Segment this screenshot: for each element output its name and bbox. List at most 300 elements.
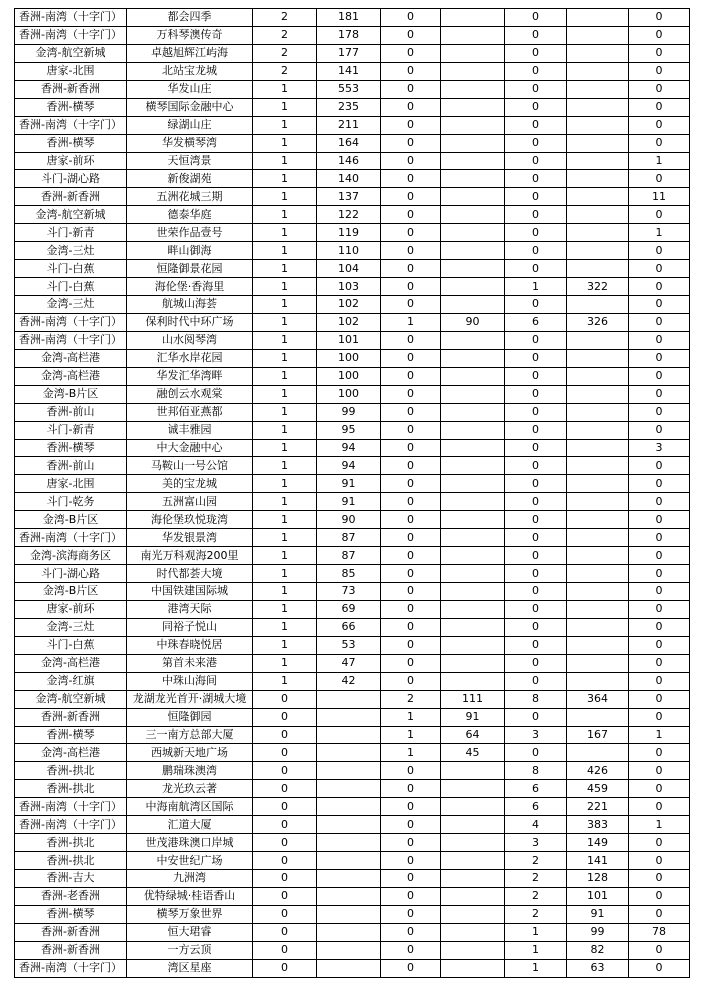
- cell-district: 金湾-高栏港: [15, 349, 127, 367]
- cell-units-col2: 1: [381, 313, 441, 331]
- cell-units-col1: 1: [253, 511, 317, 529]
- cell-project: 恒大珺睿: [127, 923, 253, 941]
- cell-area-col1: [317, 959, 381, 977]
- cell-project: 港湾天际: [127, 600, 253, 618]
- cell-district: 金湾-三灶: [15, 296, 127, 314]
- cell-units-col3: 0: [505, 475, 567, 493]
- cell-units-col3: 2: [505, 905, 567, 923]
- cell-district: 香洲-横琴: [15, 726, 127, 744]
- cell-area-col2: [441, 439, 505, 457]
- cell-area-col3: 459: [567, 780, 629, 798]
- cell-project: 融创云水观棠: [127, 385, 253, 403]
- table-row: [15, 457, 690, 475]
- cell-district: 香洲-前山: [15, 403, 127, 421]
- cell-area-col2: [441, 296, 505, 314]
- cell-count-col4: 0: [629, 780, 690, 798]
- cell-area-col2: [441, 188, 505, 206]
- cell-area-col2: [441, 475, 505, 493]
- cell-count-col4: 0: [629, 26, 690, 44]
- cell-project: 华发银景湾: [127, 529, 253, 547]
- cell-units-col1: 1: [253, 529, 317, 547]
- cell-units-col1: 1: [253, 457, 317, 475]
- cell-area-col1: [317, 762, 381, 780]
- cell-units-col3: 0: [505, 188, 567, 206]
- cell-area-col2: [441, 403, 505, 421]
- cell-area-col3: 82: [567, 941, 629, 959]
- cell-area-col2: 111: [441, 690, 505, 708]
- cell-district: 香洲-老香洲: [15, 887, 127, 905]
- cell-area-col3: [567, 224, 629, 242]
- cell-count-col4: 0: [629, 672, 690, 690]
- cell-count-col4: 0: [629, 313, 690, 331]
- cell-units-col2: 1: [381, 726, 441, 744]
- cell-area-col2: [441, 349, 505, 367]
- cell-count-col4: 0: [629, 708, 690, 726]
- cell-count-col4: 78: [629, 923, 690, 941]
- cell-units-col1: 0: [253, 816, 317, 834]
- cell-area-col1: 211: [317, 116, 381, 134]
- cell-project: 恒隆御景花园: [127, 260, 253, 278]
- cell-units-col2: 0: [381, 905, 441, 923]
- table-row: [15, 331, 690, 349]
- cell-area-col3: 426: [567, 762, 629, 780]
- cell-units-col1: 0: [253, 887, 317, 905]
- cell-units-col2: 0: [381, 457, 441, 475]
- cell-units-col3: 0: [505, 80, 567, 98]
- table-row: [15, 654, 690, 672]
- cell-count-col4: 0: [629, 636, 690, 654]
- cell-area-col1: 140: [317, 170, 381, 188]
- cell-units-col3: 0: [505, 367, 567, 385]
- cell-count-col4: 0: [629, 475, 690, 493]
- cell-area-col2: 90: [441, 313, 505, 331]
- table-row: [15, 547, 690, 565]
- cell-area-col3: [567, 206, 629, 224]
- cell-district: 金湾-航空新城: [15, 206, 127, 224]
- cell-area-col3: [567, 618, 629, 636]
- table-row: [15, 816, 690, 834]
- cell-project: 中海南航湾区国际: [127, 798, 253, 816]
- cell-units-col1: 1: [253, 98, 317, 116]
- table-row: [15, 80, 690, 98]
- cell-area-col1: 95: [317, 421, 381, 439]
- table-row: [15, 170, 690, 188]
- cell-units-col1: 0: [253, 762, 317, 780]
- cell-area-col3: 326: [567, 313, 629, 331]
- cell-project: 航城山海荟: [127, 296, 253, 314]
- cell-count-col4: 0: [629, 798, 690, 816]
- cell-count-col4: 0: [629, 260, 690, 278]
- cell-units-col1: 1: [253, 349, 317, 367]
- table-row: [15, 672, 690, 690]
- cell-count-col4: 0: [629, 9, 690, 27]
- cell-count-col4: 0: [629, 80, 690, 98]
- cell-project: 横琴国际金融中心: [127, 98, 253, 116]
- cell-units-col2: 0: [381, 600, 441, 618]
- cell-area-col2: [441, 547, 505, 565]
- cell-project: 三一南方总部大厦: [127, 726, 253, 744]
- cell-area-col2: [441, 852, 505, 870]
- cell-area-col3: [567, 349, 629, 367]
- cell-units-col3: 0: [505, 636, 567, 654]
- cell-district: 斗门-新青: [15, 224, 127, 242]
- cell-units-col2: 0: [381, 331, 441, 349]
- cell-units-col3: 0: [505, 331, 567, 349]
- cell-area-col2: [441, 385, 505, 403]
- cell-units-col2: 0: [381, 511, 441, 529]
- cell-units-col1: 1: [253, 170, 317, 188]
- table-row: [15, 349, 690, 367]
- cell-area-col2: [441, 654, 505, 672]
- cell-units-col2: 0: [381, 278, 441, 296]
- cell-area-col3: [567, 98, 629, 116]
- cell-area-col1: 47: [317, 654, 381, 672]
- cell-count-col4: 0: [629, 852, 690, 870]
- cell-units-col3: 0: [505, 296, 567, 314]
- cell-units-col2: 0: [381, 941, 441, 959]
- cell-units-col2: 0: [381, 403, 441, 421]
- cell-area-col3: [567, 403, 629, 421]
- cell-district: 唐家-前环: [15, 600, 127, 618]
- table-row: [15, 296, 690, 314]
- cell-units-col2: 0: [381, 152, 441, 170]
- cell-district: 唐家-前环: [15, 152, 127, 170]
- cell-project: 五洲花城三期: [127, 188, 253, 206]
- cell-units-col1: 1: [253, 152, 317, 170]
- cell-count-col4: 0: [629, 618, 690, 636]
- cell-area-col1: 94: [317, 439, 381, 457]
- cell-units-col1: 2: [253, 26, 317, 44]
- cell-units-col1: 1: [253, 296, 317, 314]
- cell-district: 金湾-航空新城: [15, 44, 127, 62]
- cell-units-col3: 8: [505, 690, 567, 708]
- cell-district: 斗门-白蕉: [15, 636, 127, 654]
- cell-area-col3: [567, 565, 629, 583]
- cell-count-col4: 0: [629, 744, 690, 762]
- cell-units-col2: 0: [381, 852, 441, 870]
- cell-district: 金湾-航空新城: [15, 690, 127, 708]
- cell-units-col3: 0: [505, 170, 567, 188]
- cell-project: 德泰华庭: [127, 206, 253, 224]
- cell-count-col4: 0: [629, 242, 690, 260]
- cell-units-col2: 0: [381, 349, 441, 367]
- table-row: [15, 98, 690, 116]
- cell-district: 金湾-高栏港: [15, 744, 127, 762]
- cell-units-col1: 1: [253, 618, 317, 636]
- cell-units-col3: 0: [505, 493, 567, 511]
- table-row: [15, 152, 690, 170]
- cell-area-col1: [317, 690, 381, 708]
- cell-district: 香洲-拱北: [15, 834, 127, 852]
- cell-district: 香洲-吉大: [15, 870, 127, 888]
- cell-area-col1: 100: [317, 385, 381, 403]
- cell-district: 斗门-白蕉: [15, 260, 127, 278]
- cell-units-col2: 0: [381, 421, 441, 439]
- cell-district: 香洲-前山: [15, 457, 127, 475]
- cell-project: 一方云顶: [127, 941, 253, 959]
- cell-units-col1: 1: [253, 600, 317, 618]
- cell-project: 龙湖龙光首开·湖城大境: [127, 690, 253, 708]
- cell-area-col1: 100: [317, 349, 381, 367]
- sales-table: [14, 8, 690, 978]
- cell-units-col3: 6: [505, 798, 567, 816]
- cell-district: 唐家-北围: [15, 475, 127, 493]
- cell-units-col3: 2: [505, 887, 567, 905]
- cell-area-col3: [567, 62, 629, 80]
- cell-units-col2: 0: [381, 367, 441, 385]
- cell-project: 北站宝龙城: [127, 62, 253, 80]
- cell-units-col2: 0: [381, 923, 441, 941]
- cell-project: 湾区星座: [127, 959, 253, 977]
- cell-units-col1: 1: [253, 475, 317, 493]
- cell-district: 斗门-湖心路: [15, 565, 127, 583]
- cell-units-col3: 0: [505, 349, 567, 367]
- cell-area-col3: [567, 296, 629, 314]
- table-row: [15, 690, 690, 708]
- table-row: [15, 475, 690, 493]
- table-row: [15, 278, 690, 296]
- cell-units-col1: 1: [253, 583, 317, 601]
- cell-units-col3: 0: [505, 547, 567, 565]
- cell-area-col3: [567, 44, 629, 62]
- cell-district: 唐家-北围: [15, 62, 127, 80]
- cell-units-col1: 2: [253, 44, 317, 62]
- cell-units-col2: 0: [381, 260, 441, 278]
- cell-area-col3: 322: [567, 278, 629, 296]
- cell-units-col2: 0: [381, 224, 441, 242]
- cell-area-col1: 164: [317, 134, 381, 152]
- table-row: [15, 116, 690, 134]
- cell-units-col3: 0: [505, 457, 567, 475]
- cell-district: 香洲-南湾（十字门）: [15, 116, 127, 134]
- cell-area-col2: [441, 870, 505, 888]
- cell-district: 香洲-南湾（十字门）: [15, 26, 127, 44]
- cell-units-col1: 0: [253, 834, 317, 852]
- cell-count-col4: 0: [629, 296, 690, 314]
- cell-units-col3: 0: [505, 116, 567, 134]
- table-row: [15, 9, 690, 27]
- cell-units-col1: 2: [253, 9, 317, 27]
- cell-units-col1: 0: [253, 852, 317, 870]
- table-row: [15, 618, 690, 636]
- cell-units-col1: 1: [253, 206, 317, 224]
- cell-units-col1: 1: [253, 260, 317, 278]
- cell-units-col3: 0: [505, 529, 567, 547]
- cell-units-col3: 0: [505, 403, 567, 421]
- table-row: [15, 242, 690, 260]
- cell-district: 金湾-红旗: [15, 672, 127, 690]
- cell-area-col3: [567, 583, 629, 601]
- cell-area-col3: [567, 708, 629, 726]
- cell-area-col2: [441, 887, 505, 905]
- cell-project: 优特绿城·桂语香山: [127, 887, 253, 905]
- cell-district: 香洲-南湾（十字门）: [15, 313, 127, 331]
- cell-area-col2: 91: [441, 708, 505, 726]
- cell-area-col3: 141: [567, 852, 629, 870]
- cell-area-col1: 42: [317, 672, 381, 690]
- cell-units-col3: 0: [505, 421, 567, 439]
- cell-count-col4: 0: [629, 134, 690, 152]
- cell-district: 金湾-高栏港: [15, 367, 127, 385]
- cell-units-col2: 0: [381, 762, 441, 780]
- table-row: [15, 708, 690, 726]
- cell-area-col1: [317, 870, 381, 888]
- cell-units-col1: 1: [253, 636, 317, 654]
- cell-area-col2: 64: [441, 726, 505, 744]
- cell-count-col4: 0: [629, 565, 690, 583]
- cell-count-col4: 1: [629, 224, 690, 242]
- cell-district: 金湾-三灶: [15, 618, 127, 636]
- table-row: [15, 798, 690, 816]
- table-row: [15, 44, 690, 62]
- cell-project: 天恒湾景: [127, 152, 253, 170]
- cell-project: 第首未来港: [127, 654, 253, 672]
- cell-area-col3: [567, 529, 629, 547]
- cell-area-col2: [441, 905, 505, 923]
- cell-units-col2: 0: [381, 618, 441, 636]
- cell-units-col3: 2: [505, 870, 567, 888]
- cell-units-col2: 0: [381, 870, 441, 888]
- cell-project: 西城新天地广场: [127, 744, 253, 762]
- table-row: [15, 134, 690, 152]
- cell-units-col1: 0: [253, 744, 317, 762]
- cell-area-col1: [317, 941, 381, 959]
- cell-project: 同裕子悦山: [127, 618, 253, 636]
- cell-district: 金湾-滨海商务区: [15, 547, 127, 565]
- cell-count-col4: 0: [629, 421, 690, 439]
- cell-units-col2: 0: [381, 62, 441, 80]
- cell-area-col3: [567, 511, 629, 529]
- cell-area-col2: [441, 923, 505, 941]
- table-row: [15, 941, 690, 959]
- cell-units-col3: 6: [505, 780, 567, 798]
- table-row: [15, 583, 690, 601]
- cell-count-col4: 0: [629, 959, 690, 977]
- cell-project: 鹏瑞珠澳湾: [127, 762, 253, 780]
- cell-units-col1: 2: [253, 62, 317, 80]
- cell-area-col2: [441, 367, 505, 385]
- cell-district: 香洲-横琴: [15, 134, 127, 152]
- table-row: [15, 780, 690, 798]
- table-row: [15, 600, 690, 618]
- cell-area-col2: [441, 80, 505, 98]
- cell-area-col1: 103: [317, 278, 381, 296]
- cell-area-col1: [317, 923, 381, 941]
- cell-area-col1: [317, 780, 381, 798]
- cell-units-col3: 0: [505, 9, 567, 27]
- cell-count-col4: 0: [629, 762, 690, 780]
- cell-count-col4: 1: [629, 816, 690, 834]
- cell-area-col3: [567, 80, 629, 98]
- cell-district: 香洲-南湾（十字门）: [15, 529, 127, 547]
- cell-area-col3: [567, 26, 629, 44]
- cell-units-col2: 0: [381, 798, 441, 816]
- cell-count-col4: 0: [629, 457, 690, 475]
- cell-project: 美的宝龙城: [127, 475, 253, 493]
- cell-units-col2: 0: [381, 44, 441, 62]
- cell-project: 九洲湾: [127, 870, 253, 888]
- cell-area-col2: [441, 762, 505, 780]
- cell-units-col1: 1: [253, 403, 317, 421]
- cell-count-col4: 0: [629, 493, 690, 511]
- cell-area-col3: [567, 116, 629, 134]
- cell-area-col2: [441, 816, 505, 834]
- cell-project: 中安世纪广场: [127, 852, 253, 870]
- cell-area-col1: 100: [317, 367, 381, 385]
- cell-area-col3: [567, 547, 629, 565]
- cell-project: 世邦佰亚燕都: [127, 403, 253, 421]
- cell-units-col2: 0: [381, 834, 441, 852]
- cell-units-col1: 1: [253, 367, 317, 385]
- cell-units-col3: 0: [505, 98, 567, 116]
- cell-area-col3: [567, 654, 629, 672]
- table-row: [15, 744, 690, 762]
- cell-area-col3: [567, 744, 629, 762]
- cell-units-col2: 0: [381, 654, 441, 672]
- cell-units-col1: 1: [253, 385, 317, 403]
- cell-area-col1: 99: [317, 403, 381, 421]
- table-row: [15, 636, 690, 654]
- cell-area-col3: [567, 636, 629, 654]
- cell-count-col4: 0: [629, 834, 690, 852]
- cell-area-col3: [567, 475, 629, 493]
- cell-units-col3: 0: [505, 565, 567, 583]
- cell-district: 香洲-拱北: [15, 852, 127, 870]
- cell-units-col2: 0: [381, 26, 441, 44]
- cell-count-col4: 11: [629, 188, 690, 206]
- cell-units-col1: 1: [253, 188, 317, 206]
- cell-units-col1: 0: [253, 941, 317, 959]
- cell-area-col1: 235: [317, 98, 381, 116]
- cell-units-col2: 0: [381, 116, 441, 134]
- cell-project: 畔山御海: [127, 242, 253, 260]
- cell-area-col1: [317, 905, 381, 923]
- cell-area-col1: 146: [317, 152, 381, 170]
- cell-area-col2: [441, 636, 505, 654]
- cell-count-col4: 0: [629, 98, 690, 116]
- cell-area-col1: 101: [317, 331, 381, 349]
- cell-area-col3: 101: [567, 887, 629, 905]
- cell-project: 华发山庄: [127, 80, 253, 98]
- cell-units-col2: 0: [381, 636, 441, 654]
- cell-units-col1: 1: [253, 331, 317, 349]
- cell-count-col4: 0: [629, 905, 690, 923]
- table-row: [15, 493, 690, 511]
- cell-area-col2: [441, 9, 505, 27]
- cell-count-col4: 0: [629, 44, 690, 62]
- table-row: [15, 905, 690, 923]
- cell-area-col3: [567, 242, 629, 260]
- cell-count-col4: 0: [629, 941, 690, 959]
- cell-units-col3: 0: [505, 62, 567, 80]
- table-row: [15, 511, 690, 529]
- cell-area-col3: 91: [567, 905, 629, 923]
- cell-project: 华发横琴湾: [127, 134, 253, 152]
- cell-units-col3: 0: [505, 583, 567, 601]
- cell-units-col1: 0: [253, 905, 317, 923]
- cell-area-col1: [317, 744, 381, 762]
- cell-count-col4: 0: [629, 206, 690, 224]
- cell-units-col1: 1: [253, 224, 317, 242]
- cell-district: 香洲-横琴: [15, 905, 127, 923]
- cell-units-col3: 0: [505, 260, 567, 278]
- cell-area-col1: 53: [317, 636, 381, 654]
- cell-area-col1: 553: [317, 80, 381, 98]
- cell-project: 保利时代中环广场: [127, 313, 253, 331]
- cell-project: 中珠山海间: [127, 672, 253, 690]
- cell-area-col1: 137: [317, 188, 381, 206]
- cell-project: 卓越旭辉江屿海: [127, 44, 253, 62]
